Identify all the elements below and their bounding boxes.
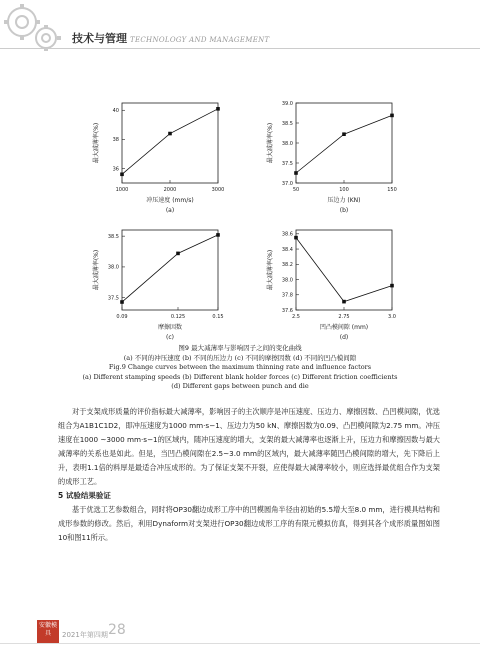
x-tick-label: 3000	[211, 187, 225, 193]
subfigure-label: (d)	[339, 334, 349, 341]
data-point	[342, 300, 346, 304]
data-point	[390, 114, 394, 118]
subfigure-label: (a)	[165, 207, 175, 214]
x-tick-label: 1000	[115, 187, 129, 193]
x-tick-label: 150	[387, 187, 397, 193]
paragraph-1: 对于支架成形质量的评价指标最大减薄率，影响因子的主次顺序是冲压速度、压边力、摩擦因数、凸凹模间隙，优选组合为A1B1C1D2，即冲压速度为1000 mm·s−1、压边力为50 kN、摩擦因数为0.09、凸凹模间隙为2.75 mm。冲压速度在1000 ~3000 mm·s−1的区域内，随冲压速度的增大，支架的最大减薄率也逐渐上升，压边力和摩擦因数与最大减薄率的关系也是如此。但是，当凹凸模间隙在2.5~3.0 mm的区域内，最大减薄率随凹凸模间隙的增大，先下降后上升，表明1.1倍的料厚是最适合冲压成形的。为了保证支架不开裂，应使得最大减薄率较小，则应选择最优组合作为支架的成形工艺。	[58, 407, 440, 486]
caption-en-sub1: (a) Different stamping speeds (b) Different blank holder forces (c) Different friction coefficients	[82, 372, 398, 381]
chart-a-svg	[88, 95, 238, 220]
header-title-cn: 技术与管理	[72, 32, 127, 45]
page-number: 28	[108, 622, 126, 638]
x-tick-label: 100	[339, 187, 349, 193]
data-point	[294, 171, 298, 175]
chart-a	[88, 95, 238, 220]
data-point	[294, 236, 298, 240]
x-axis-label: 摩擦因数	[157, 324, 183, 331]
y-axis-label: 最大减薄率(%)	[267, 249, 274, 291]
chart-c-svg	[88, 222, 238, 347]
data-point	[390, 284, 394, 288]
y-axis-label: 最大减薄率(%)	[93, 122, 100, 164]
plot-frame	[296, 103, 392, 183]
body-text	[58, 405, 440, 545]
subfigure-label: (b)	[339, 207, 349, 214]
footer-divider	[0, 643, 480, 644]
y-tick-label: 38.4	[281, 246, 293, 253]
chart-b-svg	[262, 95, 412, 220]
gear-decoration-icon	[0, 0, 70, 60]
caption-cn-sub: (a) 不同的冲压速度 (b) 不同的压边力 (c) 不同的摩擦因数 (d) 不同的凹凸模间隙	[123, 353, 357, 362]
x-tick-label: 2.75	[338, 314, 350, 320]
y-tick-label: 38.0	[107, 264, 119, 271]
x-tick-label: 50	[292, 187, 300, 193]
chart-c	[88, 222, 238, 347]
data-point	[168, 132, 172, 136]
x-tick-label: 0.09	[116, 314, 128, 320]
plot-frame	[122, 103, 218, 183]
data-point	[216, 107, 220, 111]
y-tick-label: 37.0	[281, 180, 293, 187]
chart-d-svg	[262, 222, 412, 347]
y-tick-label: 38.6	[281, 231, 293, 238]
paragraph-2: 基于优选工艺参数组合，同时将OP30翻边成形工序中的凹模圆角半径由初始的5.5增大至8.0 mm，进行模具结构和成形参数的修改。然后，利用Dynaform对支架进行OP30翻边成形工序的有限元模拟仿真，得到其各个成形质量图如图10和图11所示。	[58, 505, 440, 542]
header-title	[72, 30, 270, 46]
y-tick-label: 39.0	[281, 100, 293, 107]
header-divider	[0, 48, 480, 49]
journal-badge: 安徽模具	[37, 620, 59, 644]
x-axis-label: 压边力 (KN)	[327, 197, 361, 204]
series-line	[122, 109, 218, 174]
x-tick-label: 0.125	[170, 314, 186, 320]
y-tick-label: 38.0	[281, 277, 293, 284]
y-tick-label: 37.6	[281, 307, 293, 314]
series-line	[296, 238, 392, 302]
y-tick-label: 37.5	[107, 295, 119, 302]
y-tick-label: 38.0	[281, 140, 293, 147]
x-tick-label: 3.0	[388, 314, 396, 320]
y-tick-label: 38.5	[107, 233, 119, 240]
y-tick-label: 37.5	[281, 160, 293, 167]
issue-date: 2021年第四期	[62, 631, 108, 639]
caption-en-title: Fig.9 Change curves between the maximum thinning rate and influence factors	[108, 363, 372, 371]
chart-d	[262, 222, 412, 347]
y-tick-label: 38.2	[281, 262, 293, 269]
series-line	[296, 115, 392, 173]
data-point	[216, 233, 220, 237]
y-axis-label: 最大减薄率(%)	[93, 249, 100, 291]
plot-frame	[296, 230, 392, 310]
section-heading: 5 试验结果验证	[58, 491, 111, 500]
y-tick-label: 40	[112, 108, 119, 115]
y-tick-label: 38	[112, 137, 119, 144]
data-point	[120, 300, 124, 304]
y-tick-label: 36	[112, 166, 119, 173]
data-point	[342, 132, 346, 136]
y-tick-label: 37.8	[281, 292, 293, 299]
caption-cn-title: 图9 最大减薄率与影响因子之间的变化曲线	[178, 344, 302, 352]
y-axis-label: 最大减薄率(%)	[267, 122, 274, 164]
data-point	[120, 172, 124, 176]
x-tick-label: 2000	[163, 187, 177, 193]
x-tick-label: 2.5	[292, 314, 300, 320]
data-point	[176, 252, 180, 256]
x-tick-label: 0.15	[212, 314, 224, 320]
subfigure-label: (c)	[166, 334, 174, 341]
y-tick-label: 38.5	[281, 120, 293, 127]
x-axis-label: 凹凸模间隙 (mm)	[319, 324, 369, 331]
series-line	[122, 235, 218, 302]
caption-en-sub2: (d) Different gaps between punch and die	[171, 382, 309, 390]
chart-b	[262, 95, 412, 220]
figure-caption	[0, 344, 480, 392]
x-axis-label: 冲压速度 (mm/s)	[146, 197, 194, 204]
header-title-en: TECHNOLOGY AND MANAGEMENT	[130, 36, 270, 44]
